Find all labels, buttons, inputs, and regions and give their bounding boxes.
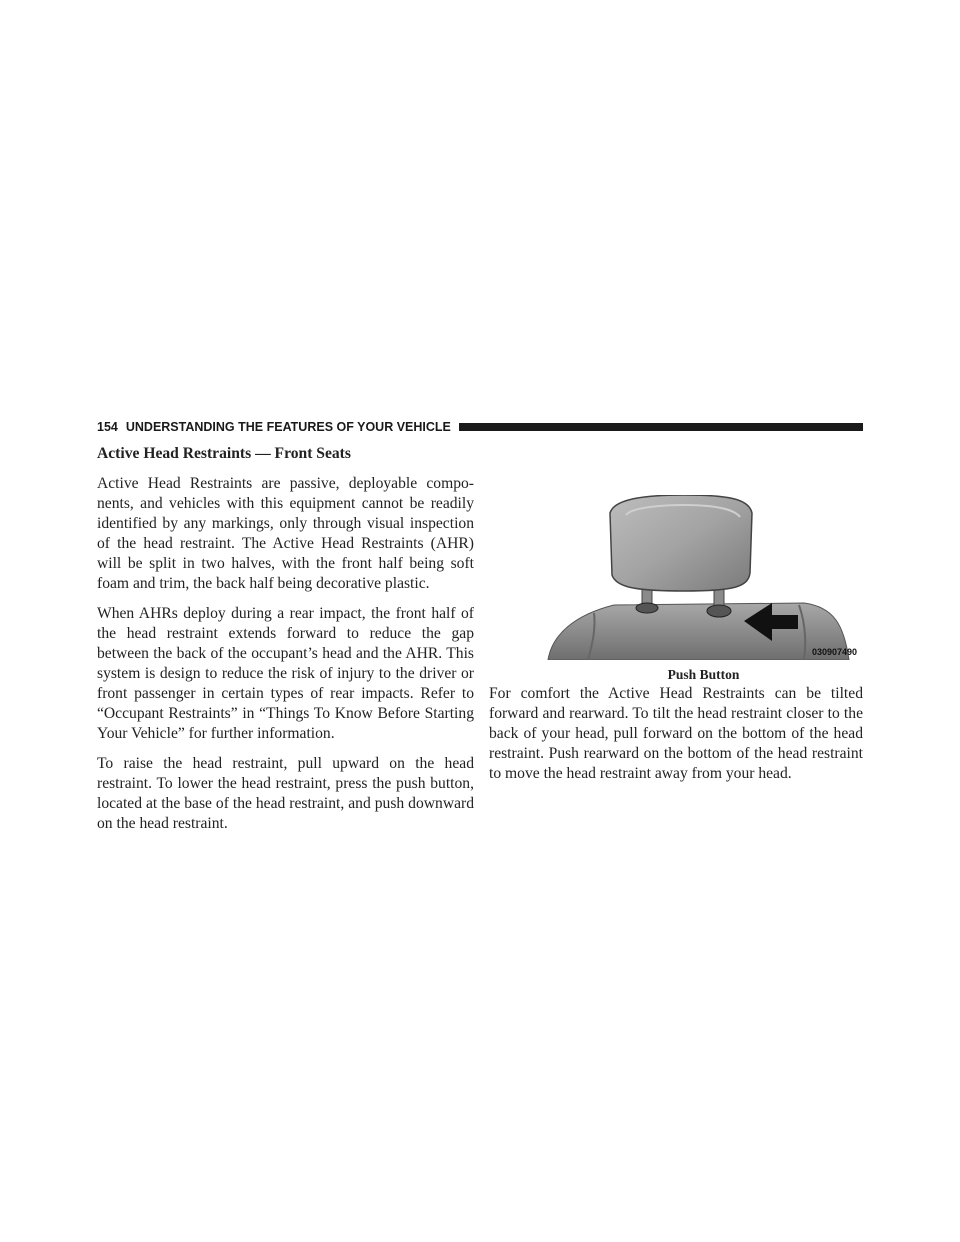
right-column — [489, 684, 863, 794]
section-title: UNDERSTANDING THE FEATURES OF YOUR VEHICLE — [125, 420, 451, 434]
figure-code: 030907490 — [812, 647, 858, 657]
figure-caption: Push Button — [667, 667, 740, 682]
header-rule — [459, 423, 863, 431]
article-heading: Active Head Restraints — Front Seats — [97, 445, 351, 462]
left-column — [97, 444, 474, 844]
paragraph: When AHRs deploy during a rear impact, the front half of the head restraint extends forward to reduce the gap between the back of the occupant’s head and the AHR. This system is design to reduce the risk of injury to the driver or front passenger in certain types of rear impacts. Refer to “Occupant Restraints” in “Things To Know Before Starting Your Vehicle” for further information. — [97, 605, 474, 742]
paragraph: For comfort the Active Head Restraints can be tilted forward and rearward. To tilt the head restraint closer to the back of your head, pull forward on the bottom of the head restraint. Push rearward on the bottom of the head restraint to move the head restraint away from your head. — [489, 685, 863, 782]
page-number: 154 — [97, 420, 118, 434]
page-header — [97, 418, 863, 436]
paragraph: Active Head Restraints are passive, deployable compo-nents, and vehicles with this equipment cannot be readily identified by any markings, only through visual inspection of the head restraint. The Active Head Restraints (AHR) will be split in two halves, with the front half being soft foam and trim, the back half being decorative plastic. — [97, 475, 474, 592]
paragraph: To raise the head restraint, pull upward on the head restraint. To lower the head restraint, press the push button, located at the base of the head restraint, and push downward on the head restraint. — [97, 755, 474, 832]
head-restraint-photo — [544, 495, 863, 660]
